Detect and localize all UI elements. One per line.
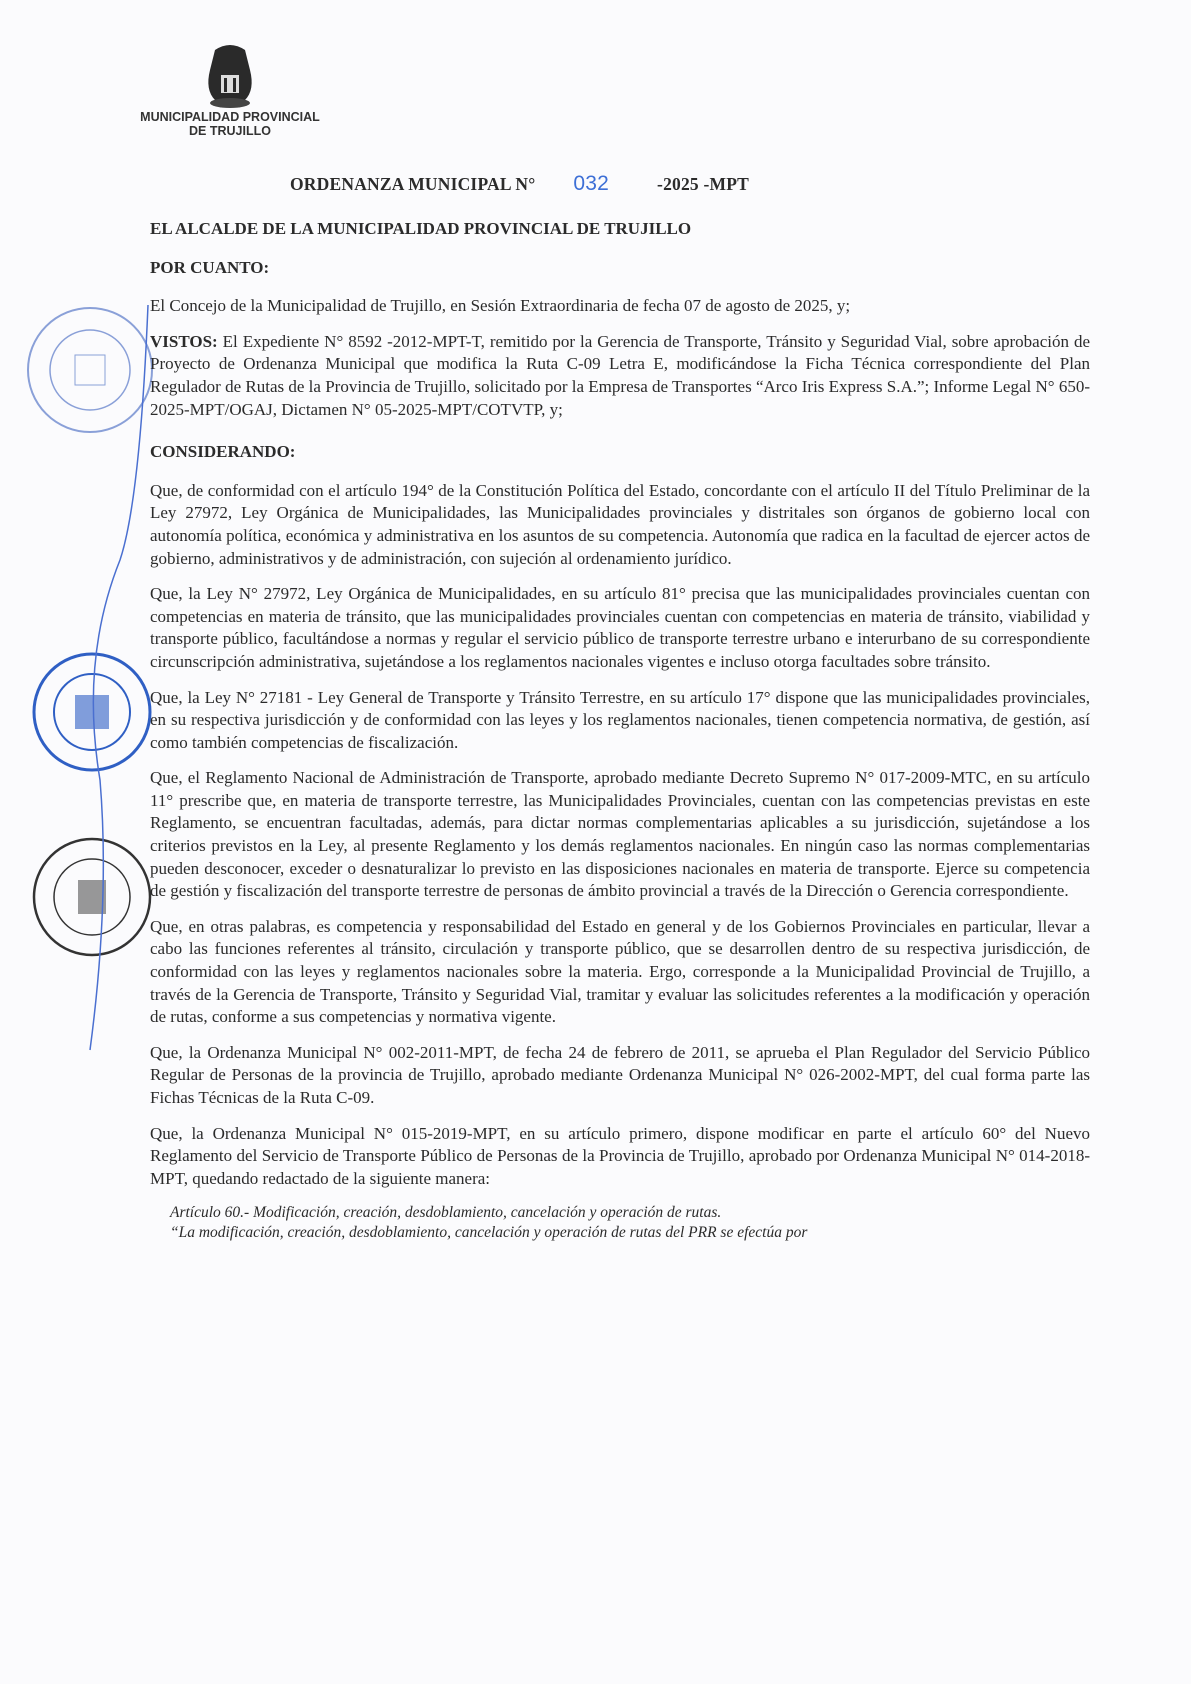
ordinance-number: 032 bbox=[573, 172, 610, 195]
heading-considerando: CONSIDERANDO: bbox=[150, 442, 296, 462]
considerando-paragraph: Que, la Ley N° 27181 - Ley General de Transporte y Tránsito Terrestre, en su artículo 17° dispone que las municipalidades provinciales, en su respectiva jurisdicción y de conformidad con las leyes y los reglamentos nacionales, tienen competencia normativa, de gestión, así como también competencias de fiscalización. bbox=[150, 687, 1090, 752]
municipality-logo bbox=[140, 40, 320, 138]
considerando-paragraph: Que, la Ley N° 27972, Ley Orgánica de Municipalidades, en su artículo 81° precisa que las municipalidades provinciales cuentan con competencias en materia de tránsito, que las municipalidades provinciales cuentan con competencias en materia de tránsito, viabilidad y transporte público, facultándose a normas y regular el servicio público de transporte terrestre urbano e interurbano de su correspondiente circunscripción administrativa, sujetándose a los reglamentos nacionales vigentes e incluso otorga facultades sobre tránsito. bbox=[150, 584, 1090, 671]
considerando-paragraph: Que, en otras palabras, es competencia y responsabilidad del Estado en general y de los Gobiernos Provinciales en particular, llevar a cabo las funciones referentes al tránsito, circulación y transporte público, que se desarrollen dentro de su respectiva jurisdicción, de conformidad con las leyes y reglamentos nacionales sobre la materia. Ergo, corresponde a la Municipalidad Provincial de Trujillo, a través de la Gerencia de Transporte, Tránsito y Seguridad Vial, tramitar y evaluar las solicitudes referentes a la modificación y operación de rutas, conforme a sus competencias y normativa vigente. bbox=[150, 916, 1090, 1027]
document-body bbox=[150, 218, 1090, 1243]
heading-por-cuanto: POR CUANTO: bbox=[150, 257, 270, 277]
vistos-text: El Expediente N° 8592 -2012-MPT-T, remitido por la Gerencia de Transporte, Tránsito y Seguridad Vial, sobre aprobación de Proyecto de Ordenanza Municipal que modifica la Ruta C-09 Letra E, modificándose la Ficha Técnica correspondiente del Plan Regulador de Rutas de la Provincia de Trujillo, solicitado por la Empresa de Transportes “Arco Iris Express S.A.”; Informe Legal N° 650-2025-MPT/OGAJ, Dictamen N° 05-2025-MPT/COTVTP, y; bbox=[150, 331, 1090, 419]
considerando-paragraph: Que, la Ordenanza Municipal N° 015-2019-MPT, en su artículo primero, dispone modificar en parte el artículo 60° del Nuevo Reglamento del Servicio de Transporte Público de Personas de la Provincia de Trujillo, aprobado por Ordenanza Municipal N° 014-2018-MPT, quedando redactado de la siguiente manera: bbox=[150, 1123, 1090, 1188]
quoted-article-title: Artículo 60.- Modificación, creación, desdoblamiento, cancelación y operación de rutas. bbox=[170, 1204, 722, 1222]
vistos-label: VISTOS: bbox=[150, 331, 218, 351]
signature-stroke bbox=[60, 300, 160, 1060]
considerando-paragraph: Que, el Reglamento Nacional de Administración de Transporte, aprobado mediante Decreto Supremo N° 017-2009-MTC, en su artículo 11° prescribe que, en materia de transporte terrestre, las Municipalidades Provinciales, cuentan con las competencias previstas en este Reglamento, se encuentran facultadas, además, para dictar normas complementarias aplicables a su jurisdicción, sujetándose a los criterios previstos en la Ley, al presente Reglamento y los demás reglamentos nacionales. En ningún caso las normas complementarias pueden desconocer, exceder o desnaturalizar lo previsto en las disposiciones nacionales en materia de transporte. Ejerce su competencia de gestión y fiscalización del transporte terrestre de personas de ámbito provincial a través de la Dirección o Gerencia correspondiente. bbox=[150, 768, 1090, 901]
title-suffix: -2025 -MPT bbox=[657, 174, 749, 194]
title-prefix: ORDENANZA MUNICIPAL N° bbox=[290, 174, 536, 194]
logo-line-2: DE TRUJILLO bbox=[189, 124, 271, 138]
considerando-paragraph: Que, de conformidad con el artículo 194° de la Constitución Política del Estado, concordante con el artículo II del Título Preliminar de la Ley 27972, Ley Orgánica de Municipalidades, las Municipalidades provinciales y distritales son órganos de gobierno local con autonomía política, económica y administrativa en los asuntos de su competencia. Autonomía que radica en la facultad de ejercer actos de gobierno, administrativos y de administración, con sujeción al ordenamiento jurídico. bbox=[150, 480, 1090, 568]
considerando-paragraph: Que, la Ordenanza Municipal N° 002-2011-MPT, de fecha 24 de febrero de 2011, se aprueba el Plan Regulador del Servicio Público Regular de Personas de la provincia de Trujillo, aprobado mediante Ordenanza Municipal N° 026-2002-MPT, del cual forma parte las Fichas Técnicas de la Ruta C-09. bbox=[150, 1042, 1090, 1107]
heading-alcalde: EL ALCALDE DE LA MUNICIPALIDAD PROVINCIAL DE TRUJILLO bbox=[150, 219, 692, 238]
coat-of-arms-icon bbox=[195, 40, 265, 110]
quoted-article-text: “La modificación, creación, desdoblamiento, cancelación y operación de rutas del PRR se efectúa por bbox=[170, 1224, 808, 1242]
document-title bbox=[290, 172, 749, 196]
intro-paragraph: El Concejo de la Municipalidad de Trujillo, en Sesión Extraordinaria de fecha 07 de agosto de 2025, y; bbox=[150, 296, 851, 316]
logo-line-1: MUNICIPALIDAD PROVINCIAL bbox=[140, 110, 320, 124]
vistos-paragraph bbox=[150, 331, 1090, 421]
